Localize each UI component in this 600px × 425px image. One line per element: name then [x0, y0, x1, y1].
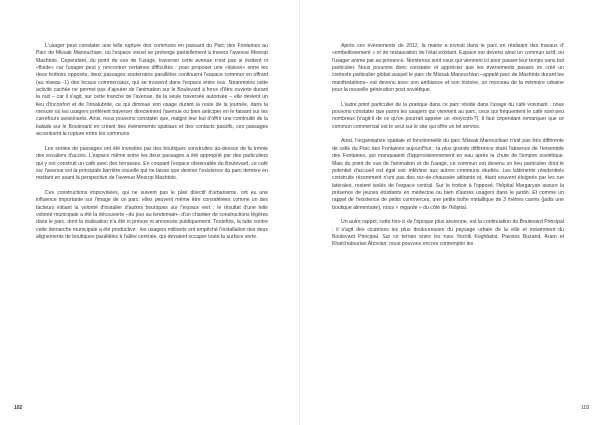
right-paragraph-3: Ainsi, l'organisation spatiale et fonctionnelle du parc Missak Manouchian n'est pas très différente de celle du Parc des Fontaines aujourd'hui ; la plus grande différence étant l'absence de l'ensemble des Fontaines, qui manquaient d'approvisionnement en eau après la chute de l'empire soviétique. Mais du point de vue de l'animation et de l'usage, ce commun est devenu un lieu particulier dont le potentiel d'accueil est égal voir inférieur aux autres communs étudiés. Les bâtiments résidentiels construits récemment n'ont pas des rez-de-chaussée attirants et, étant souvent éloignés par les rue latérales, restent isolés de l'espace central. Sur le trottoir à l'opposé, l'hôpital Margaryan assure la présence de jeunes étudiants en médecine ou bien d'autres usagers dans le jardin. Et comme un rappel de l'existence de petits commerces, une petite boîte métallique de 3 mètres carrés (jadis une boutique alimentaire), nous « regarde » du côté de l'hôpital.	[332, 138, 564, 211]
right-page	[300, 0, 600, 425]
left-paragraph-2: Les sorties de passages ont été investies par des boutiques construites au-dessus de la trémie des escaliers d'accès. L'espace même entre les deux passages a été approprié par des particuliers qui y ont construit un café avec des terrasses. En coupant l'espace observable du Boulevard, ce café sur l'avenue est la principale barrière visuelle qui ne laisse que deviner l'existence du parc demère en mettant en avant la perspective de l'avenue Mesrop Mashtots.	[36, 145, 268, 182]
left-paragraph-1: L'usager peut constater une telle rupture des communs en passant du Parc des Fontaines au Parc de Missak Manouchian, où l'espace visuel se prolonge partiellement à travers l'avenue Mesrop Mashtots. Cependant, du point de vue de l'usage, traverser cette avenue n'est pas si évident ni «fluide» car l'usager peut y rencontrer certaines difficultés : pour proposer une «liaison» entre les deux trottoirs opposés, deux passages souterrains parallèles continuent l'espace commun en offrant (au niveau -1) des locaux commerciaux, qui se trouvent dans l'espace entre eux. Néanmoins cette activité cachée ne permet pas d'ajouter de l'animation sur le Boulevard à force d'être ouverte durant la nuit – car il s'agit, sur cette tranche de l'avenue, de la seule traversée autorisée – elle devient un lieu d'inconfort et de l'insalubrité, ce qui diminue son usage durant la reste de la journée, dans la mesure où les usagers préfèrent traverser directement l'avenue ou bien anticiper en le faisant sur les carrefours avoisinants. Ainsi, nous pouvons constater que, malgré leur but d'offrir une continuité de la balade sur le Boulevard en créant des événements spatiaux et des contacts passifs, ces passages accentuent la rupture entre les communs.	[36, 43, 268, 138]
right-paragraph-1: Après ces événements de 2012, la mairie a investi dans le parc en réalisant des travaux d' «embellissement » et de restauration de l'état existant. Espace est devenu ainsi un commun actif, où l'usager anime par sa présence. Nombreux sont ceux qui viennent ici pour passer leur temps sans but particulier. Nous pouvons donc constater et apprécier que les événements passés on créé un contexte particulier global auquel le parc de Missak Manouchian –appelé parc de Mashtots durant les manifestations– est devenu avec son ambiance et son histoire, un morceau de la mémoire urbaine pour la nouvelle génération post soviétique.	[332, 43, 564, 94]
left-page-number: 102	[14, 405, 23, 411]
left-paragraph-3: Ces constructions improvisées, qui ne suivent pas le plan directif d'urbanisme, ont eu une influence importante sur l'image de ce parc: elles peuvent même être considérées comme un des facteurs initiant la volonté d'installer d'autres boutiques sur l'espace vert : le résultat d'une telle volonté municipale a été la découverte –du jour au lendemain– d'un chantier de constructions légères dans le parc, dont la réalisation n'a été ni prévue ni annoncée publiquement. Toutefois, la lutte contre cette démarche municipale a été productive : les usagers militants ont empêché l'installation des deux alignements de boutiques parallèles à l'allée centrale, qui devaient occuper toute la surface verte.	[36, 189, 268, 240]
right-text-column	[332, 43, 564, 256]
right-paragraph-4: Un autre rappel, cette fois-ci de l'époque plus ancienne, est la continuation du Boulevard Principal : il s'agit des cicatrices les plus douloureuses du paysage urbain de la ville et notamment du Boulevard Principal. Sur ce terrain entre les rues Yeznik Koghbatsi, Pavstos Buzand, Aram et Khatchatourian Abovian, nous pouvons encore contempler les	[332, 219, 564, 248]
right-paragraph-2: L'autre point particulier de la pratique dans ce parc réside dans l'usage du café voisinant : nous pouvons constater que parmi les usagers qui viennent au parc, ceux qui fréquentent le café sont peu nombreux (s'agit-il de ce qu'on pourrait appeler un «boycott»?). Il faut cependant remarquer que ce commun commercial est le seul sur le site qui offre un tel service.	[332, 101, 564, 130]
right-page-number: 103	[581, 405, 590, 411]
left-text-column	[36, 43, 268, 249]
